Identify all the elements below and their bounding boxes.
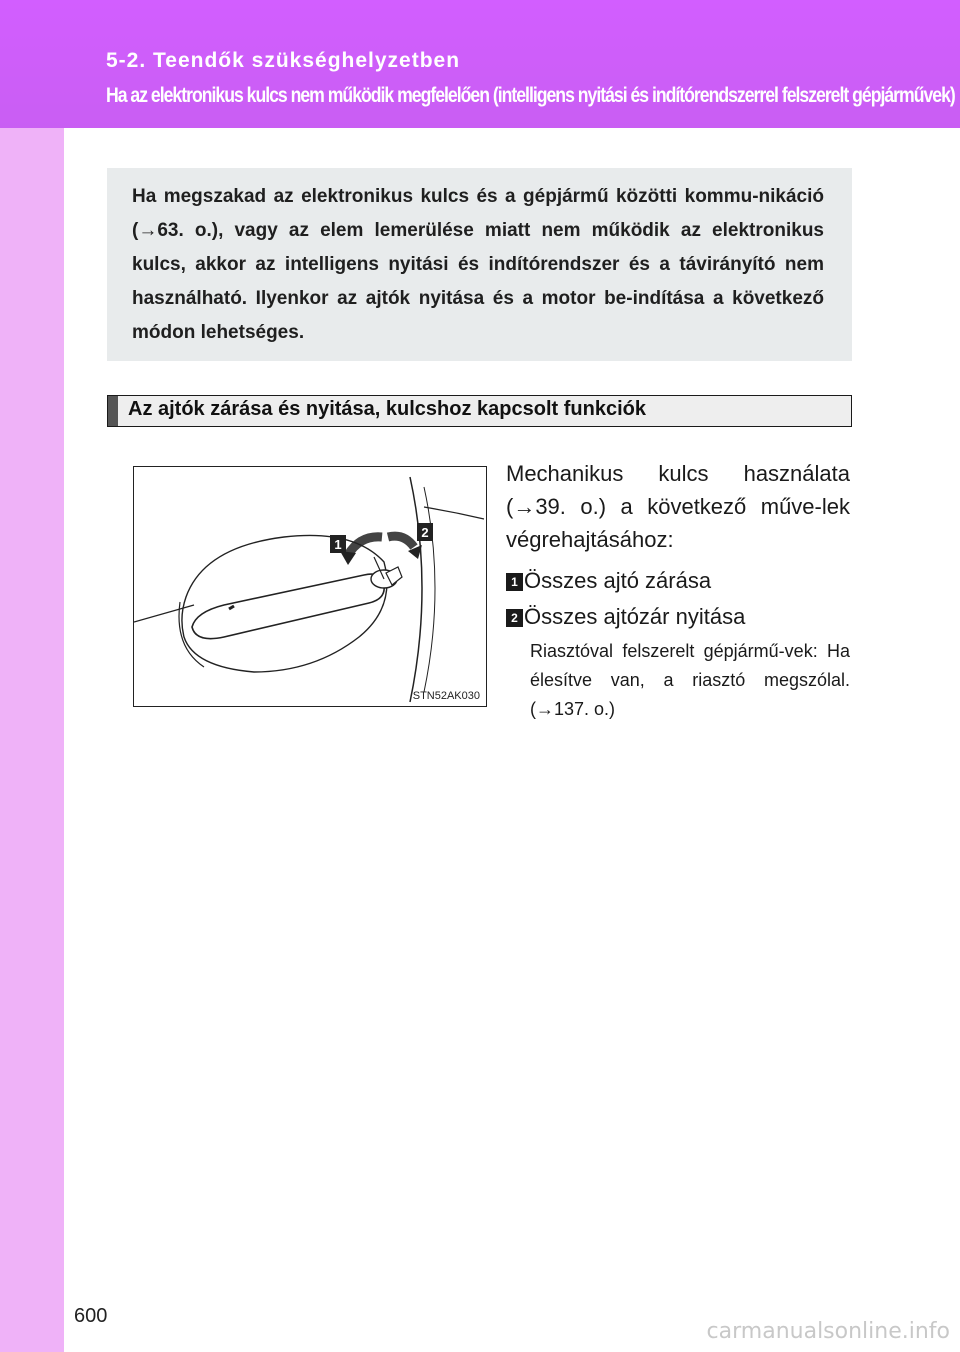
intro-box <box>107 168 852 361</box>
step-1-number: 1 <box>506 573 523 591</box>
step-1-label: Összes ajtó zárása <box>524 568 712 593</box>
subheading-label: Az ajtók zárása és nyitása, kulcshoz kapcsolt funkciók <box>128 398 646 420</box>
watermark: carmanualsonline.info <box>706 1319 950 1344</box>
intro-text: Ha megszakad az elektronikus kulcs és a gépjármű közötti kommu-nikáció (→63. o.), vagy az elem lemerülése miatt nem működik az elektronikus kulcs, akkor az intelligens nyitási és indítórendszer és a távirányító nem használható. Ilyenkor az ajtók nyitása és a motor be-indítása a következő módon lehetséges. <box>132 186 824 343</box>
figure-code: STN52AK030 <box>412 690 480 702</box>
door-handle-figure <box>133 466 487 707</box>
door-handle-illustration <box>134 467 486 706</box>
alarm-note: Riasztóval felszerelt gépjármű-vek: Ha élesítve van, a riasztó megszólal. (→137. o.) <box>530 641 850 719</box>
page-number: 600 <box>74 1305 108 1327</box>
svg-text:2: 2 <box>421 525 429 540</box>
body-text: Mechanikus kulcs használata (→39. o.) a következő műve-lek végrehajtásához: <box>506 461 850 552</box>
step-2 <box>506 603 745 631</box>
step-2-label: Összes ajtózár nyitása <box>524 604 746 629</box>
page-title: Ha az elektronikus kulcs nem működik megfelelően (intelligens nyitási és indítórendszerrel felszerelt gépjárművek) <box>106 84 955 107</box>
side-strip <box>0 0 64 1352</box>
svg-text:1: 1 <box>334 537 342 552</box>
step-2-number: 2 <box>506 609 523 627</box>
step-1 <box>506 567 711 595</box>
chapter-header <box>0 0 960 128</box>
section-label: 5-2. Teendők szükséghelyzetben <box>106 49 461 72</box>
subheading <box>107 395 852 427</box>
subheading-bar <box>108 396 118 426</box>
